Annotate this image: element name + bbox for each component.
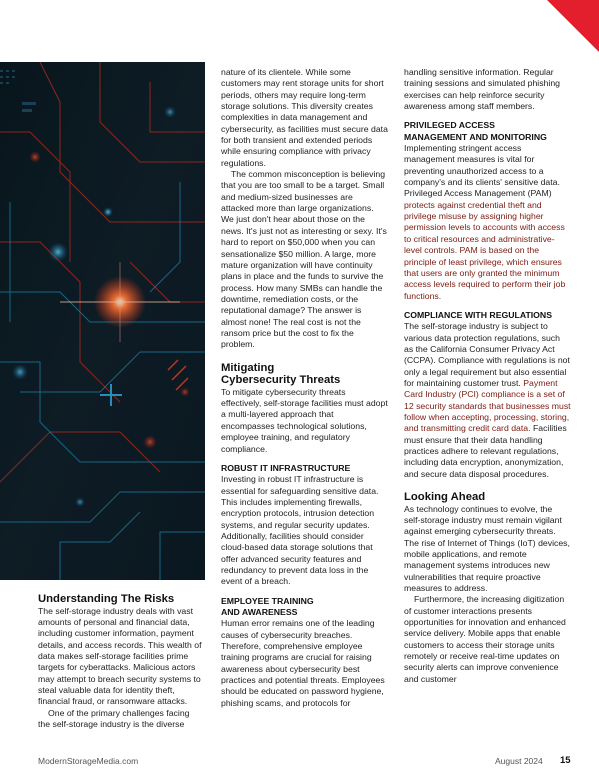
paragraph: One of the primary challenges facing the self-storage industry is the diverse — [38, 707, 190, 730]
text-run: Facilities must ensure that their data handling practices adhere to relevant regulations, including data encryption, anonymization, and secure data disposal procedures. — [404, 423, 567, 479]
spacer — [404, 480, 571, 491]
paragraph: The common misconception is believing that you are too small to be a target. Small and medium-sized businesses are attacked more than large organizations. We just don't hear about those on the news. It's just not as interesting or sexy. It's hard to report on $50,000 when you can sensationalize $50 million. A large, more mature organization will have continuity plans in place and the funds to survive the process. How many SMBs can handle the downtime, remediation costs, or the reputational damage? The answer is almost none! The real cost is not the ransom price but the cost to fix the problem. — [221, 169, 387, 350]
hero-cyber-image — [0, 62, 205, 580]
highlighted-text: Payment Card Industry (PCI) compliance is a set of 12 security standards that businesses must follow when accepting, processing, storing, and transmitting credit card data. — [404, 377, 571, 434]
paragraph: To mitigate cybersecurity threats effectively, self-storage facilities must adopt a multi-layered approach that encompasses technological solutions, employee training, and regulatory compliance. — [221, 386, 388, 454]
text-run: The self-storage industry is subject to various data protection regulations, such as the California Consumer Privacy Act (CCPA). Compliance with regulations is not only a legal requirement but also essential for maintaining customer trust. — [404, 321, 570, 388]
spacer — [221, 351, 388, 362]
section-heading-understanding-risks: Understanding The Risks — [38, 593, 175, 605]
text-run: Implementing stringent access management measures is vital for preventing unauthorized access to a company's and its clients' sensitive data. Privileged Access Management (PAM) — [404, 143, 560, 199]
footer-site: ModernStorageMedia.com — [38, 756, 139, 766]
section-heading-mitigating — [221, 362, 388, 387]
corner-accent-triangle — [547, 0, 599, 52]
section-heading-looking-ahead: Looking Ahead — [404, 491, 486, 504]
spacer — [404, 302, 571, 310]
paragraph — [404, 321, 571, 480]
paragraph: Furthermore, the increasing digitization of customer interactions presents opportunities for innovation and enhanced service delivery. Mobile apps that enable customers to access their storage units remotely or receive real-time updates on security alerts can improve convenience and customer — [404, 594, 566, 684]
paragraph: The self-storage industry deals with vast amounts of personal and financial data, including customer information, payment details, and access records. This wealth of data makes self-storage facilities prime targets for cyberattacks. Malicious actors may attempt to breach security systems to steal valuable data for identity theft, financial fraud, or ransomware attacks. — [38, 605, 202, 707]
paragraph: nature of its clientele. While some customers may rent storage units for short periods, others may require long-term storage solutions. This diversity creates complexities in data management and cybersecurity, as facilities must secure data for both transient and extended periods while ensuring compliance with privacy regulations. — [221, 67, 388, 168]
subheading-privileged-access — [404, 120, 571, 143]
subheading-employee-training — [221, 596, 388, 619]
paragraph: As technology continues to evolve, the self-storage industry must remain vigilant against emerging cybersecurity threats. The rise of Internet of Things (IoT) devices, mobile applications, and remote management systems introduces new vulnerabilities that require proactive measures to address. — [404, 503, 570, 594]
paragraph: Human error remains one of the leading causes of cybersecurity breaches. Therefore, comprehensive employee training programs are crucial for raising awareness about cybersecurity best practices and potential threats. Employees should be educated on password hygiene, phishing scams, and protocols for — [221, 618, 385, 708]
subheading-line: MANAGEMENT AND MONITORING — [404, 131, 547, 142]
highlighted-text: protects against credential theft and privilege misuse by assigning higher permission levels to accounts with access to critical resources and administrative-level controls. PAM is based on the principle of least privilege, which ensures that users are only granted the minimum access levels required to perform their job functions. — [404, 199, 566, 301]
paragraph — [404, 143, 571, 302]
page-number: 15 — [560, 755, 571, 766]
spacer — [404, 112, 571, 120]
column-2 — [221, 67, 388, 709]
footer-date: August 2024 — [495, 756, 543, 766]
column-1 — [38, 593, 203, 730]
subheading-line: PRIVILEGED ACCESS — [404, 120, 495, 131]
paragraph: Investing in robust IT infrastructure is essential for safeguarding sensitive data. This includes implementing firewalls, encryption protocols, intrusion detection systems, and regular security updates. Additionally, facilities should consider cloud-based data storage solutions that offer advanced security features and redundancy to prevent data loss in the event of a breach. — [221, 474, 379, 587]
subheading-line: AND AWARENESS — [221, 606, 298, 617]
spacer — [221, 455, 388, 463]
subheading-line: EMPLOYEE TRAINING — [221, 595, 314, 606]
paragraph: handling sensitive information. Regular training sessions and simulated phishing exercises can help reinforce security awareness among staff members. — [404, 67, 560, 112]
heading-line: Mitigating — [221, 361, 275, 374]
subheading-robust-it: ROBUST IT INFRASTRUCTURE — [221, 462, 351, 473]
subheading-compliance: COMPLIANCE WITH REGULATIONS — [404, 309, 553, 320]
heading-line: Cybersecurity Threats — [221, 374, 341, 387]
spacer — [221, 588, 388, 596]
column-3 — [404, 67, 571, 685]
